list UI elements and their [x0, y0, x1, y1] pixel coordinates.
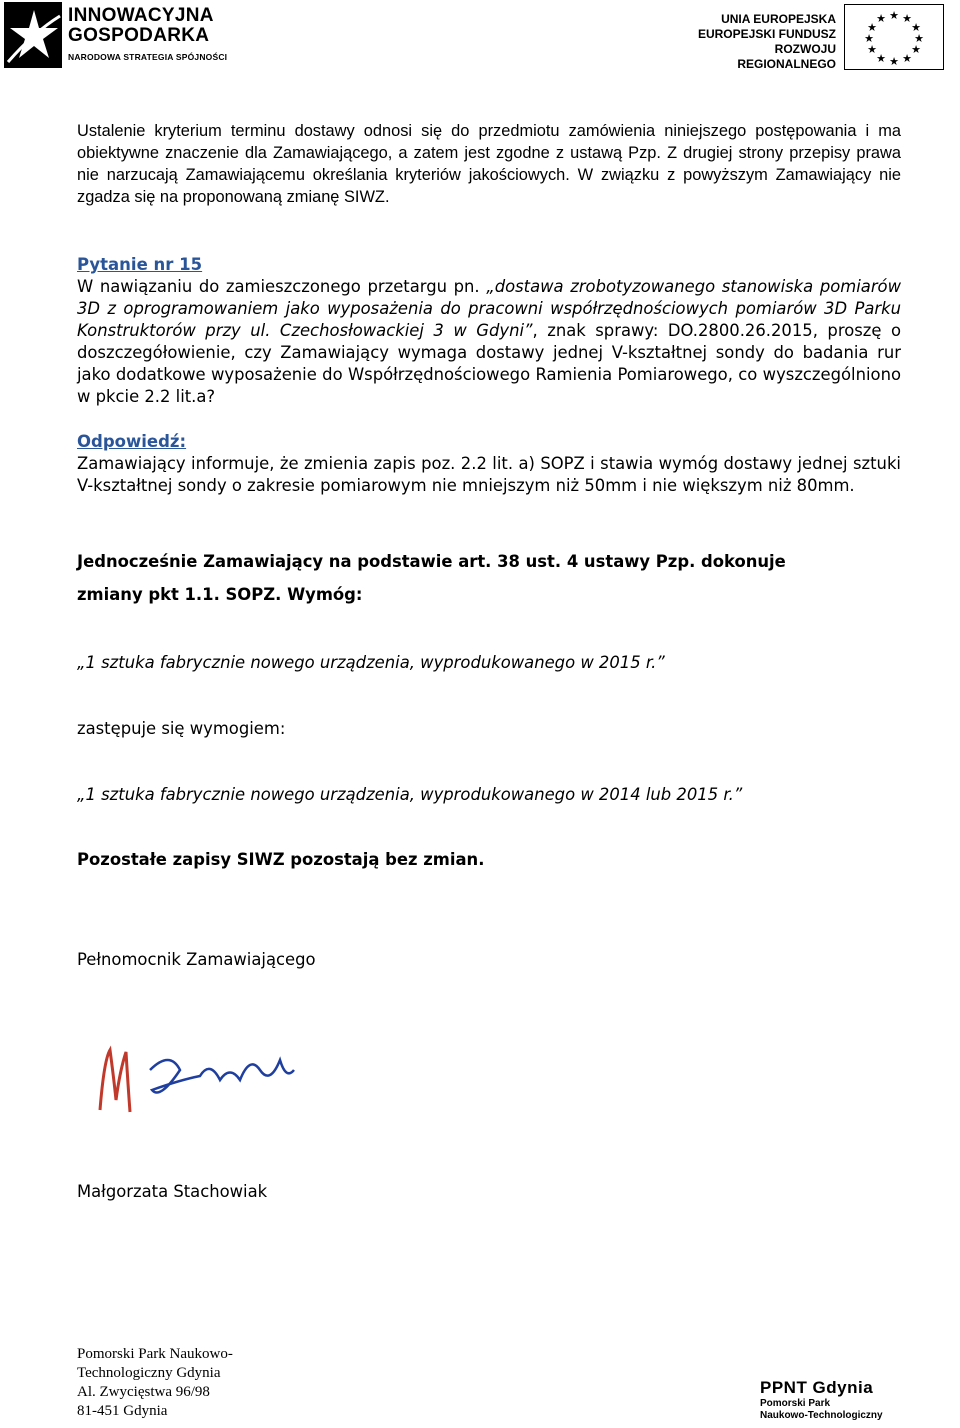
- paragraph-intro: Ustalenie kryterium terminu dostawy odnosi się do przedmiotu zamówienia niniejszego postępowania i ma obiektywne znaczenie dla Zamawiającego, a zatem jest zgodne z ustawą Pzp. Z drugiej strony przepisy prawa nie narzucają Zamawiającemu określania kryteriów jakościowych. W związku z powyższym Zamawiający nie zgadza się na proponowaną zmianę SIWZ.: [77, 122, 901, 206]
- footer-line-1: Pomorski Park Naukowo-: [77, 1346, 233, 1362]
- logo-line-3: NARODOWA STRATEGIA SPÓJNOŚCI: [68, 52, 228, 62]
- answer-text: Zamawiający informuje, że zmienia zapis poz. 2.2 lit. a) SOPZ i stawia wymóg dostawy jednej sztuki V-kształtnej sondy o zakresie pomiarowym nie mniejszym niż 50mm i nie większym niż 80mm.: [77, 454, 901, 495]
- eu-line-2: EUROPEJSKI FUNDUSZ: [697, 27, 836, 41]
- svg-text:★: ★: [864, 32, 874, 45]
- answer-heading: Odpowiedź:: [77, 432, 187, 451]
- innowacyjna-gospodarka-logo: [4, 2, 264, 72]
- logo-star-icon: [4, 2, 64, 70]
- svg-text:★: ★: [876, 52, 886, 65]
- logo-line-2: GOSPODARKA: [68, 25, 210, 46]
- footer-line-4: 81-451 Gdynia: [77, 1403, 168, 1419]
- svg-text:★: ★: [902, 52, 912, 65]
- question-heading: Pytanie nr 15: [77, 255, 203, 274]
- footer-address: [77, 1345, 233, 1421]
- footer-line-3: Al. Zwycięstwa 96/98: [77, 1384, 210, 1400]
- old-requirement: „1 sztuka fabrycznie nowego urządzenia, wyprodukowanego w 2015 r.”: [77, 653, 665, 672]
- svg-text:★: ★: [867, 21, 877, 34]
- eu-logo: [686, 2, 956, 72]
- ppnt-logo-sub1: Pomorski Park: [760, 1398, 831, 1409]
- svg-text:★: ★: [889, 55, 899, 68]
- svg-text:★: ★: [867, 43, 877, 56]
- eu-line-1: UNIA EUROPEJSKA: [721, 12, 836, 26]
- signatory-name: Małgorzata Stachowiak: [77, 1182, 268, 1201]
- eu-line-3: ROZWOJU REGIONALNEGO: [737, 42, 836, 71]
- svg-text:★: ★: [876, 12, 886, 25]
- signatory-title: Pełnomocnik Zamawiającego: [77, 950, 316, 969]
- ppnt-logo-sub2: Naukowo-Technologiczny: [760, 1410, 883, 1421]
- ppnt-logo: [760, 1378, 900, 1426]
- svg-text:★: ★: [914, 32, 924, 45]
- new-requirement: „1 sztuka fabrycznie nowego urządzenia, wyprodukowanego w 2014 lub 2015 r.”: [77, 785, 743, 804]
- change-line-2: zmiany pkt 1.1. SOPZ. Wymóg:: [77, 585, 363, 604]
- svg-text:★: ★: [911, 43, 921, 56]
- signature-stamp: [90, 1030, 330, 1130]
- replace-text: zastępuje się wymogiem:: [77, 719, 286, 738]
- signature-m-stroke: [100, 1050, 130, 1112]
- svg-text:★: ★: [911, 21, 921, 34]
- change-line-1: Jednocześnie Zamawiający na podstawie art. 38 ust. 4 ustawy Pzp. dokonuje: [77, 552, 786, 571]
- ppnt-logo-main: PPNT Gdynia: [760, 1378, 874, 1397]
- svg-text:★: ★: [902, 12, 912, 25]
- signature-stroke: [150, 1060, 294, 1093]
- logo-line-1: INNOWACYJNA: [68, 5, 214, 26]
- question-text: W nawiązaniu do zamieszczonego przetargu pn. „dostawa zrobotyzowanego stanowiska pomiarów 3D z oprogramowaniem jako wyposażenia do pracowni współrzędnościowych pomiarów 3D Parku Konstruktorów przy ul. Czechosłowackiej 3 w Gdyni”, znak sprawy: DO.2800.26.2015, proszę o doszczegółowienie, czy Zamawiający wymaga dostawy jednej V-kształtnej sondy do badania rur jako dodatkowe wyposażenie do Współrzędnościowego Ramienia Pomiarowego, co wyszczególniono w pkcie 2.2 lit.a?: [77, 277, 901, 406]
- unchanged-note: Pozostałe zapisy SIWZ pozostają bez zmian.: [77, 850, 485, 869]
- svg-text:★: ★: [889, 9, 899, 22]
- footer-line-2: Technologiczny Gdynia: [77, 1365, 221, 1381]
- eu-flag-icon: [844, 4, 944, 70]
